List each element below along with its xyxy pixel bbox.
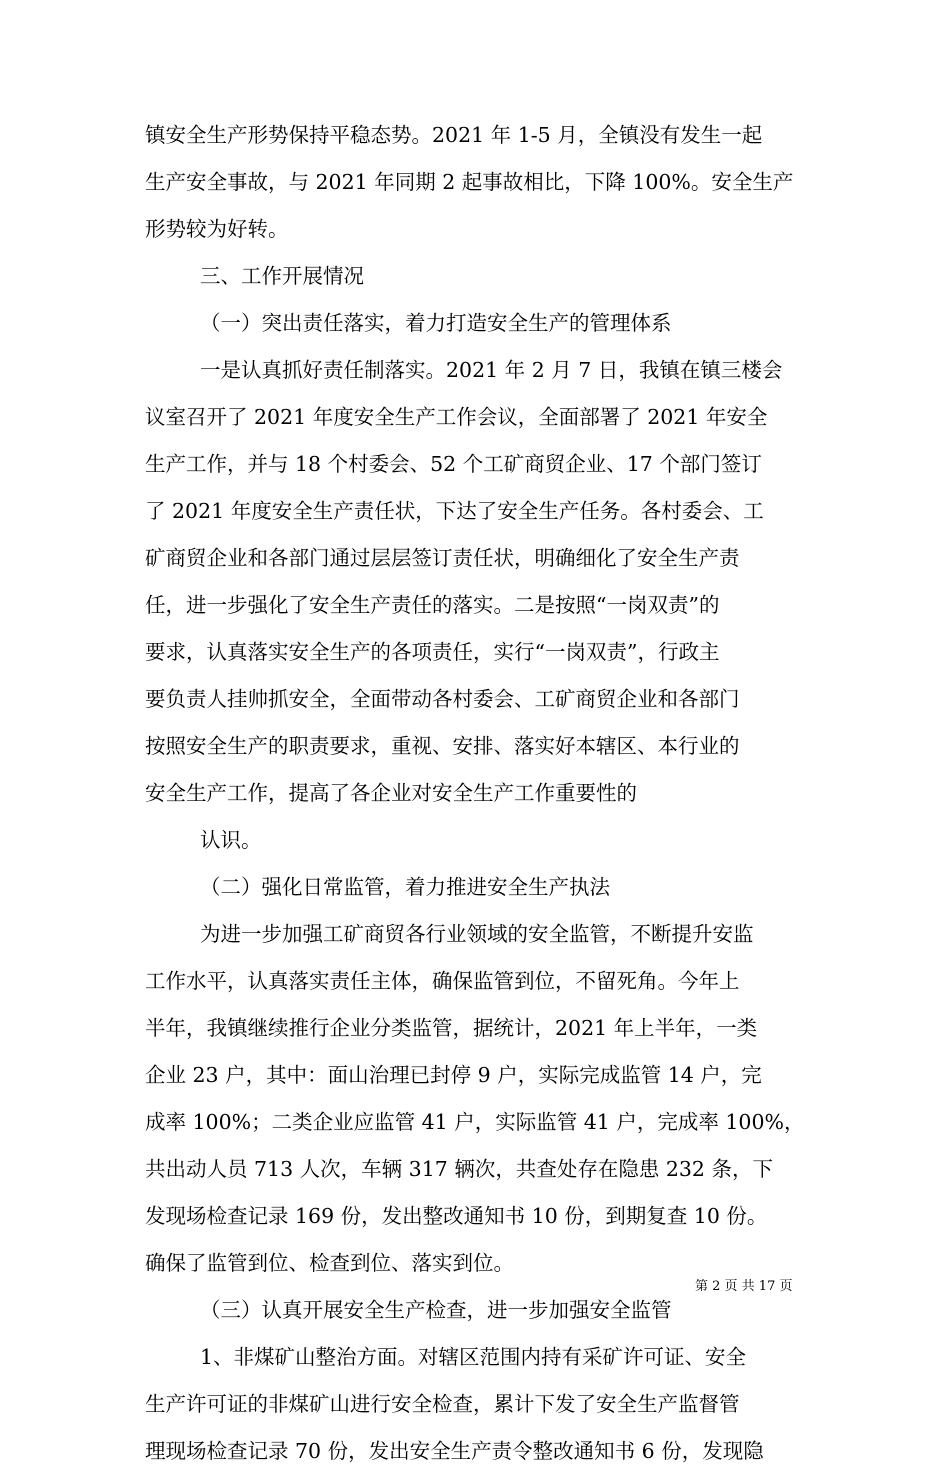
text-line: 镇安全生产形势保持平稳态势。2021 年 1-5 月，全镇没有发生一起	[145, 123, 763, 147]
text-line: 认识。	[200, 828, 262, 852]
text-line: 议室召开了 2021 年度安全生产工作会议，全面部署了 2021 年安全	[145, 405, 768, 429]
text-line: 了 2021 年度安全生产责任状，下达了安全生产任务。各村委会、工	[145, 499, 764, 523]
text-line: 矿商贸企业和各部门通过层层签订责任状，明确细化了安全生产责	[145, 546, 740, 570]
text-line: 安全生产工作，提高了各企业对安全生产工作重要性的	[145, 781, 637, 805]
page-number-footer: 第 2 页 共 17 页	[695, 1279, 793, 1294]
text-line: 发现场检查记录 169 份，发出整改通知书 10 份，到期复查 10 份。	[145, 1204, 768, 1228]
text-line: 工作水平，认真落实责任主体，确保监管到位，不留死角。今年上	[145, 969, 740, 993]
text-line: 要求，认真落实安全生产的各项责任，实行“一岗双责”，行政主	[145, 640, 720, 664]
subsection-heading: （三）认真开展安全生产检查，进一步加强安全监管	[200, 1298, 672, 1322]
text-line: 要负责人挂帅抓安全，全面带动各村委会、工矿商贸企业和各部门	[145, 687, 740, 711]
text-line: 理现场检查记录 70 份，发出安全生产责令整改通知书 6 份，发现隐	[145, 1439, 764, 1463]
body-text	[145, 112, 805, 1475]
section-heading: 三、工作开展情况	[200, 264, 364, 288]
text-line: 任，进一步强化了安全生产责任的落实。二是按照“一岗双责”的	[145, 593, 720, 617]
text-line: 生产安全事故，与 2021 年同期 2 起事故相比，下降 100%。安全生产	[145, 170, 794, 194]
text-line: 一是认真抓好责任制落实。2021 年 2 月 7 日，我镇在镇三楼会	[200, 358, 783, 382]
text-line: 形势较为好转。	[145, 217, 289, 241]
subsection-heading: （一）突出责任落实，着力打造安全生产的管理体系	[200, 311, 672, 335]
subsection-heading: （二）强化日常监管，着力推进安全生产执法	[200, 875, 610, 899]
text-line: 生产工作，并与 18 个村委会、52 个工矿商贸企业、17 个部门签订	[145, 452, 762, 476]
text-line: 企业 23 户，其中：面山治理已封停 9 户，实际完成监管 14 户，完	[145, 1063, 762, 1087]
text-line: 共出动人员 713 人次，车辆 317 辆次，共查处存在隐患 232 条，下	[145, 1157, 773, 1181]
text-line: 按照安全生产的职责要求，重视、安排、落实好本辖区、本行业的	[145, 734, 740, 758]
text-line: 1、非煤矿山整治方面。对辖区范围内持有采矿许可证、安全	[200, 1345, 747, 1369]
text-line: 半年，我镇继续推行企业分类监管，据统计，2021 年上半年，一类	[145, 1016, 758, 1040]
text-line: 成率 100%；二类企业应监管 41 户，实际监管 41 户，完成率 100%，	[145, 1110, 805, 1134]
text-line: 确保了监管到位、检查到位、落实到位。	[145, 1251, 514, 1275]
text-line: 生产许可证的非煤矿山进行安全检查，累计下发了安全生产监督管	[145, 1392, 740, 1416]
text-line: 为进一步加强工矿商贸各行业领域的安全监管，不断提升安监	[200, 922, 754, 946]
